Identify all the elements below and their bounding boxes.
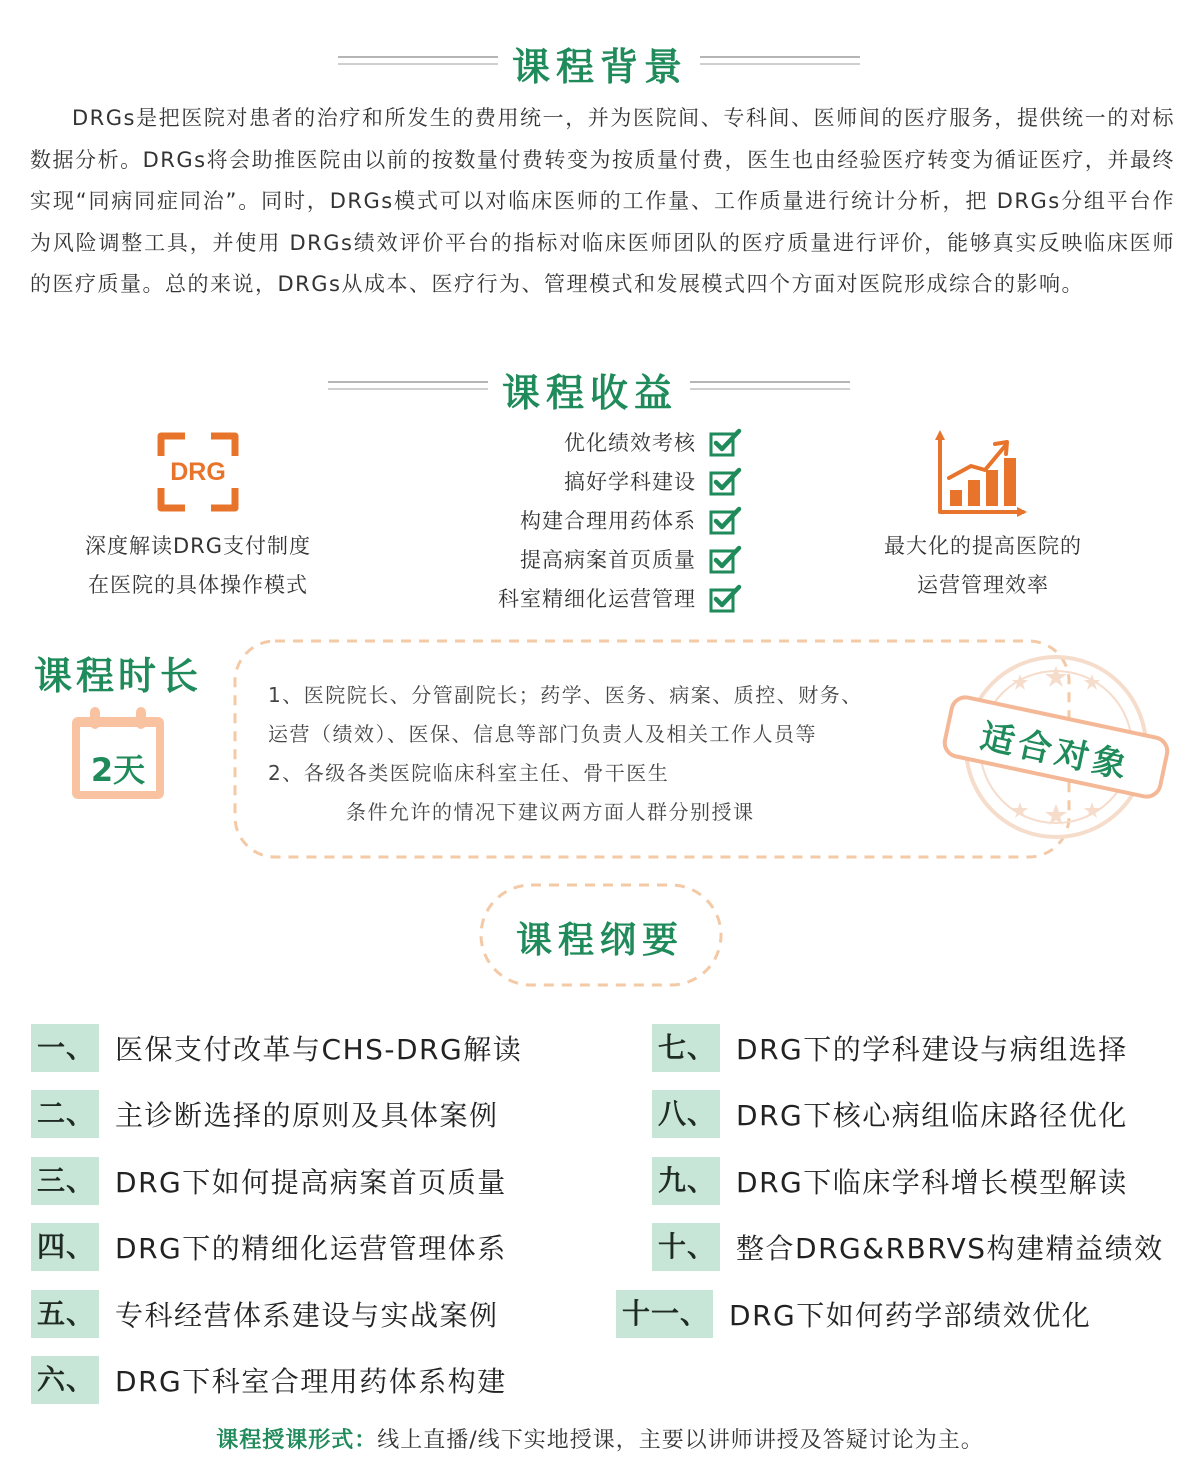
outline-item — [31, 1223, 507, 1271]
outline-text: DRG下如何提高病案首页质量 — [115, 1165, 507, 1199]
benefit-right-line1: 最大化的提高医院的 — [884, 534, 1082, 558]
outline-text: DRG下如何药学部绩效优化 — [729, 1298, 1092, 1332]
outline-text: 整合DRG&RBRVS构建精益绩效 — [736, 1232, 1164, 1266]
checklist-item — [564, 462, 742, 501]
outline-number: 九、 — [652, 1157, 720, 1205]
check-icon — [708, 506, 742, 536]
checklist-item — [520, 501, 742, 540]
audience-line1: 1、医院院长、分管副院长；药学、医务、病案、质控、财务、 — [268, 683, 863, 707]
outline-number: 三、 — [31, 1157, 99, 1205]
outline-item — [31, 1090, 499, 1138]
outline-number: 五、 — [31, 1290, 99, 1338]
outline-text: 主诊断选择的原则及具体案例 — [115, 1099, 499, 1133]
delivery-label: 课程授课形式： — [216, 1428, 378, 1453]
check-icon — [708, 584, 742, 614]
check-icon — [708, 545, 742, 575]
benefit-right-line2: 运营管理效率 — [917, 573, 1049, 597]
outline-number: 七、 — [652, 1024, 720, 1072]
delivery-line — [0, 1423, 1200, 1454]
outline-text: 医保支付改革与CHS-DRG解读 — [115, 1033, 523, 1066]
outline-item — [31, 1157, 507, 1205]
checklist-item — [520, 540, 742, 579]
outline-number: 四、 — [31, 1223, 99, 1271]
outline-text: DRG下的学科建设与病组选择 — [736, 1033, 1128, 1066]
checklist-item — [498, 579, 742, 618]
outline-item — [652, 1024, 1128, 1072]
delivery-value: 线上直播/线下实地授课，主要以讲师讲授及答疑讨论为主。 — [377, 1428, 984, 1453]
outline-item — [616, 1290, 1091, 1338]
outline-item — [31, 1290, 499, 1338]
outline-number: 二、 — [31, 1090, 99, 1138]
checklist-item — [564, 423, 742, 462]
check-icon — [708, 428, 742, 458]
outline-item — [652, 1090, 1128, 1138]
audience-line3: 2、各级各类医院临床科室主任、骨干医生 — [268, 761, 670, 785]
benefit-left-line1: 深度解读DRG支付制度 — [84, 534, 312, 558]
checklist-label: 优化绩效考核 — [564, 430, 696, 455]
outline-text: DRG下核心病组临床路径优化 — [736, 1099, 1128, 1133]
checklist-label: 构建合理用药体系 — [520, 508, 696, 533]
outline-item — [31, 1024, 522, 1072]
outline-number: 一、 — [31, 1024, 99, 1072]
outline-number: 十一、 — [616, 1290, 713, 1338]
background-paragraph: DRGs是把医院对患者的治疗和所发生的费用统一，并为医院间、专科间、医师间的医疗服务，提供统一的对标数据分析。DRGs将会助推医院由以前的按数量付费转变为按质量付费，医生也由经验医疗转变为循证医疗，并最终实现“同病同症同治”。同时，DRGs模式可以对临床医师的工作量、工作质量进行统计分析，把 DRGs分组平台作为风险调整工具，并使用 DRGs绩效评价平台的指标对临床医师团队的医疗质量进行评价，能够真实反映临床医师的医疗质量。总的来说，DRGs从成本、医疗行为、管理模式和发展模式四个方面对医院形成综合的影响。 — [30, 106, 1175, 296]
calendar-icon — [70, 705, 166, 801]
checklist-label: 科室精细化运营管理 — [498, 586, 696, 611]
growth-chart-icon — [935, 428, 1030, 518]
checklist-label: 提高病案首页质量 — [520, 547, 696, 572]
outline-number: 十、 — [652, 1223, 720, 1271]
outline-item — [31, 1356, 507, 1404]
outline-item — [652, 1157, 1128, 1205]
duration-value: 2天 — [90, 751, 146, 789]
drg-icon — [157, 432, 239, 512]
benefit-checklist — [420, 423, 742, 618]
outline-text: DRG下科室合理用药体系构建 — [115, 1365, 507, 1398]
benefit-left-line2: 在医院的具体操作模式 — [88, 573, 308, 597]
audience-line4: 条件允许的情况下建议两方面人群分别授课 — [346, 800, 755, 824]
audience-stamp — [938, 654, 1174, 840]
audience-line2: 运营（绩效）、医保、信息等部门负责人及相关工作人员等 — [268, 722, 817, 746]
stamp-text: 适合对象 — [976, 716, 1134, 788]
outline-title: 课程纲要 — [515, 920, 684, 961]
outline-text: 专科经营体系建设与实战案例 — [115, 1298, 499, 1332]
benefit-left-caption — [50, 527, 346, 605]
outline-text: DRG下的精细化运营管理体系 — [115, 1232, 507, 1266]
outline-number: 八、 — [652, 1090, 720, 1138]
check-icon — [708, 467, 742, 497]
drg-icon-label: DRG — [170, 458, 226, 486]
background-title: 课程背景 — [511, 45, 688, 89]
duration-title: 课程时长 — [34, 654, 203, 698]
checklist-label: 搞好学科建设 — [564, 469, 696, 494]
outline-item — [652, 1223, 1164, 1271]
benefits-title: 课程收益 — [501, 371, 678, 415]
benefit-right-caption — [835, 527, 1131, 605]
outline-text: DRG下临床学科增长模型解读 — [736, 1165, 1128, 1199]
outline-number: 六、 — [31, 1356, 99, 1404]
